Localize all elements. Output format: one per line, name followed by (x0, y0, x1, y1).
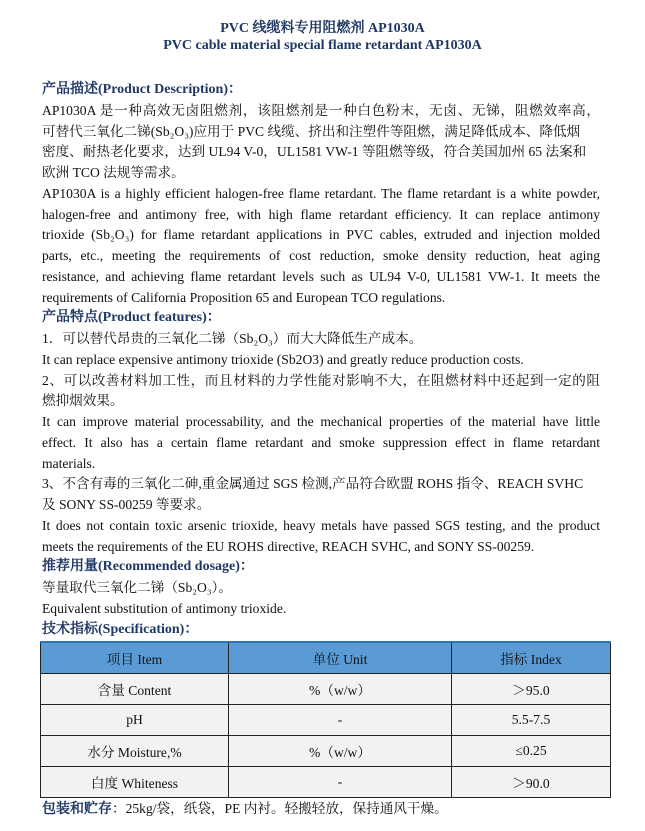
cell-item: 白度 Whiteness (41, 767, 229, 798)
text-line: AP1030A is a highly efficient halogen-free flame retardant. The flame retardant is a white powder, (42, 185, 600, 201)
title-english: PVC cable material special flame retardant AP1030A (163, 38, 482, 53)
title-chinese: PVC 线缆料专用阻燃剂 AP1030A (220, 21, 425, 36)
table-row (41, 674, 611, 705)
header-item: 项目 Item (41, 642, 229, 674)
features-heading: 产品特点(Product features)： (42, 310, 221, 326)
features-list (42, 329, 600, 557)
cell-unit: %（w/w） (229, 674, 452, 705)
text-line: 等量取代三氧化二锑（Sb₂O₃）。 (42, 580, 232, 595)
spec-table (40, 641, 611, 798)
cell-index: ＞95.0 (452, 674, 611, 705)
table-row (41, 736, 611, 767)
cell-unit: - (229, 705, 452, 736)
text-line: AP1030A 是一种高效无卤阻燃剂，该阻燃剂是一种白色粉末，无卤、无锑，阻燃效率高， (42, 102, 600, 118)
cell-unit: %（w/w） (229, 736, 452, 767)
text-line: 燃抑烟效果。 (42, 393, 124, 409)
cell-index: ＞90.0 (452, 767, 611, 798)
packaging-line (42, 797, 448, 818)
text-line: parts, etc., meeting the requirements of cost reduction, smoke density reduction, heat aging (42, 248, 600, 263)
text-line: materials. (42, 455, 96, 471)
table-row (41, 767, 611, 798)
text-line: 欧洲 TCO 法规等需求。 (42, 165, 185, 180)
text-line: 3、不含有毒的三氧化二砷,重金属通过 SGS 检测,产品符合欧盟 ROHS 指令、REACH SVHC (42, 476, 584, 492)
text-line: 及 SONY SS-00259 等要求。 (42, 497, 211, 512)
cell-item: pH (41, 705, 229, 736)
text-line: effect. It also has a certain flame retardant and smoke suppression effect in flame retardant (42, 434, 600, 450)
spec-heading: 技术指标(Specification)： (42, 621, 199, 637)
text-line: 可替代三氧化二锑(Sb₂O₃)应用于 PVC 线缆、挤出和注塑件等阻燃，满足降低成本、降低烟 (42, 123, 581, 139)
text-line: It can improve material processability, and the mechanical properties of the material have little (42, 414, 600, 429)
description-heading: 产品描述(Product Description)： (42, 82, 242, 97)
cell-item: 含量 Content (41, 674, 229, 705)
table-row (41, 705, 611, 736)
header-index: 指标 Index (452, 642, 611, 674)
text-line: It can replace expensive antimony trioxide (Sb2O3) and greatly reduce production costs. (42, 351, 524, 367)
text-line: meets the requirements of the EU ROHS directive, REACH SVHC, and SONY SS-00259. (42, 538, 535, 554)
dosage-text (42, 578, 600, 620)
text-line: requirements of California Proposition 65 and European TCO regulations. (42, 289, 446, 305)
text-line: 2、可以改善材料加工性，而且材料的力学性能对影响不大，在阻燃材料中还起到一定的阻 (42, 372, 600, 388)
cell-index: 5.5-7.5 (452, 705, 611, 736)
header-unit: 单位 Unit (229, 642, 452, 674)
cell-item: 水分 Moisture,% (41, 736, 229, 767)
packaging-label: 包装和贮存 (42, 802, 112, 817)
text-line: halogen-free and antimony free, with high flame retardant efficiency. It can replace antimony (42, 206, 600, 222)
dosage-heading: 推荐用量(Recommended dosage)： (42, 559, 254, 575)
text-line: trioxide (Sb₂O₃) for flame retardant applications in PVC cables, extruded and injection molded (42, 227, 600, 243)
packaging-text: ：25kg/袋，纸袋，PE 内衬。轻搬轻放，保持通风干燥。 (112, 801, 448, 816)
cell-unit: - (229, 767, 452, 798)
text-line: Equivalent substitution of antimony trioxide. (42, 600, 287, 616)
document-body (42, 80, 600, 640)
description-chinese (42, 101, 600, 184)
text-line: 密度、耐热老化要求，达到 UL94 V-0，UL1581 VW-1 等阻燃等级，符合美国加州 65 法案和 (42, 144, 587, 160)
text-line: resistance, and achieving flame retardant levels such as UL94 V-0, UL1581 VW-1. It meets the (42, 268, 600, 284)
text-line: 1．可以替代昂贵的三氧化二锑（Sb₂O₃）而大大降低生产成本。 (42, 331, 423, 346)
cell-index: ≤0.25 (452, 736, 611, 767)
description-english (42, 184, 600, 309)
text-line: It does not contain toxic arsenic trioxide, heavy metals have passed SGS testing, and the product (42, 517, 600, 533)
